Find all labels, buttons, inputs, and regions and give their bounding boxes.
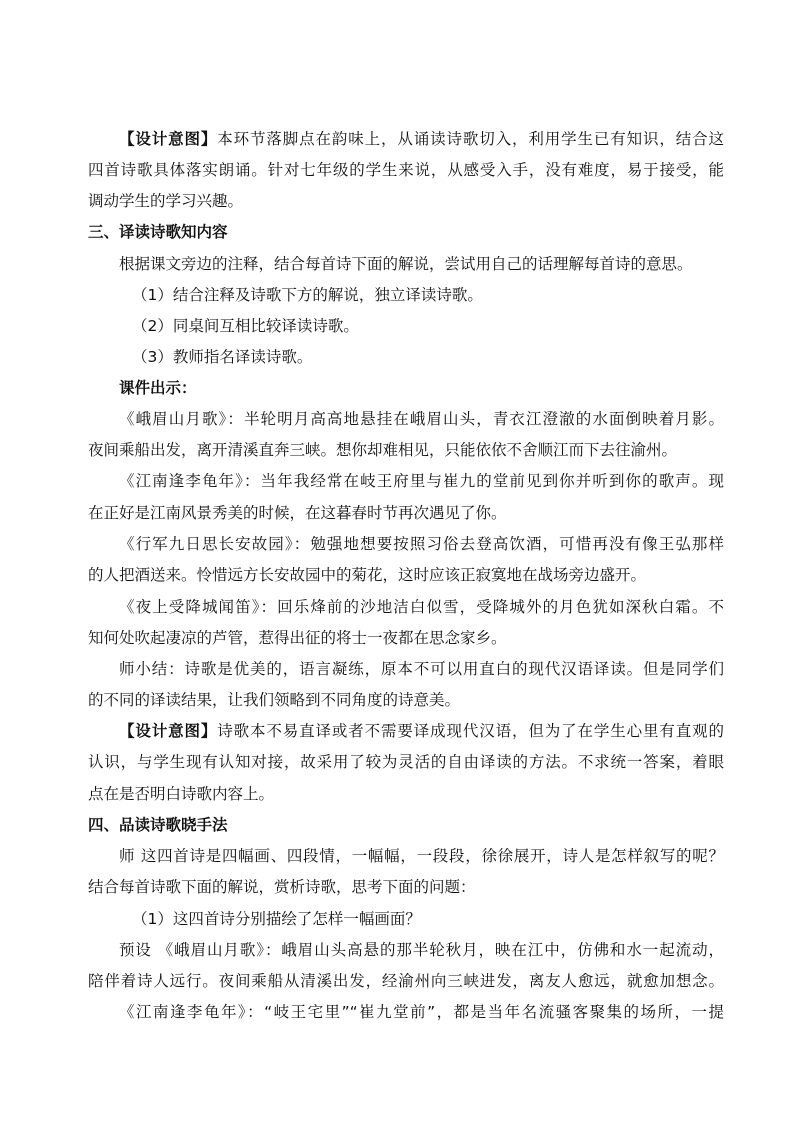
translation-jiangnan-line-1: 《江南逢李龟年》：当年我经常在岐王府里与崔九的堂前见到你并听到你的歌声。现 bbox=[119, 472, 724, 490]
teacher-prompt-line-2: 结合每首诗歌下面的解说，赏析诗歌，思考下面的问题： bbox=[88, 878, 476, 896]
list-item-2: （2）同桌间互相比较译读诗歌。 bbox=[132, 317, 359, 335]
translation-emei-line-2: 夜间乘船出发，离开清溪直奔三峡。想你却难相见，只能依依不舍顺江而下去往渝州。 bbox=[88, 441, 678, 459]
translation-yeshang-line-2: 知何处吹起凄凉的芦管，惹得出征的将士一夜都在思念家乡。 bbox=[88, 629, 507, 647]
translation-jiangnan-line-2: 在正好是江南风景秀美的时候，在这暮春时节再次遇见了你。 bbox=[88, 504, 507, 522]
section-heading-3: 三、译读诗歌知内容 bbox=[88, 223, 228, 241]
question-1: （1）这四首诗分别描绘了怎样一幅画面？ bbox=[132, 910, 421, 928]
paragraph-line: 根据课文旁边的注释，结合每首诗下面的解说，尝试用自己的话理解每首诗的意思。 bbox=[119, 255, 693, 273]
preset-answer-line-3: 《江南逢李龟年》：“岐王宅里”“崔九堂前”，都是当年名流骚客聚集的场所，一提 bbox=[119, 1003, 724, 1021]
translation-xingjun-line-1: 《行军九日思长安故园》：勉强地想要按照习俗去登高饮酒，可惜再没有像王弘那样 bbox=[119, 535, 724, 553]
list-item-3: （3）教师指名译读诗歌。 bbox=[132, 348, 313, 366]
translation-xingjun-line-2: 的人把酒送来。怜惜远方长安故园中的菊花，这时应该正寂寞地在战场旁边盛开。 bbox=[88, 566, 647, 584]
list-item-1: （1）结合注释及诗歌下方的解说，独立译读诗歌。 bbox=[132, 286, 483, 304]
translation-emei-line-1: 《峨眉山月歌》：半轮明月高高地悬挂在峨眉山头，青衣江澄澈的水面倒映着月影。 bbox=[119, 410, 724, 428]
translation-yeshang-line-1: 《夜上受降城闻笛》：回乐烽前的沙地洁白似雪，受降城外的月色犹如深秋白霜。不 bbox=[119, 598, 724, 616]
preset-answer-line-2: 陪伴着诗人远行。夜间乘船从清溪出发，经渝州向三峡进发，离友人愈远，就愈加想念。 bbox=[88, 972, 724, 990]
design-intent-para-2-line-2: 认识，与学生现有认知对接，故采用了较为灵活的自由译读的方法。不求统一答案，着眼 bbox=[88, 753, 724, 771]
design-intent-para-2-line-3: 点在是否明白诗歌内容上。 bbox=[88, 785, 275, 803]
design-intent-para-1-line-1: 【设计意图】本环节落脚点在韵味上，从诵读诗歌切入，利用学生已有知识，结合这 bbox=[119, 130, 724, 148]
courseware-heading: 课件出示： bbox=[119, 379, 197, 397]
teacher-summary-line-2: 的不同的译读结果，让我们领略到不同角度的诗意美。 bbox=[88, 691, 461, 709]
section-heading-4: 四、品读诗歌晓手法 bbox=[88, 816, 228, 834]
teacher-prompt-line-1: 师 这四首诗是四幅画、四段情，一幅幅，一段段，徐徐展开，诗人是怎样叙写的呢？ bbox=[119, 847, 724, 865]
design-intent-label: 【设计意图】 bbox=[119, 722, 218, 740]
design-intent-para-1-line-2: 四首诗歌具体落实朗诵。针对七年级的学生来说，从感受入手，没有难度，易于接受，能 bbox=[88, 161, 724, 179]
preset-answer-line-1: 预设 《峨眉山月歌》：峨眉山头高悬的那半轮秋月，映在江中，仿佛和水一起流动， bbox=[119, 941, 724, 959]
teacher-summary-line-1: 师小结：诗歌是优美的，语言凝练，原本不可以用直白的现代汉语译读。但是同学们 bbox=[119, 660, 724, 678]
design-intent-para-2-line-1: 【设计意图】诗歌本不易直译或者不需要译成现代汉语，但为了在学生心里有直观的 bbox=[119, 722, 724, 740]
design-intent-para-1-line-3: 调动学生的学习兴趣。 bbox=[88, 192, 244, 210]
design-intent-label: 【设计意图】 bbox=[119, 130, 218, 148]
